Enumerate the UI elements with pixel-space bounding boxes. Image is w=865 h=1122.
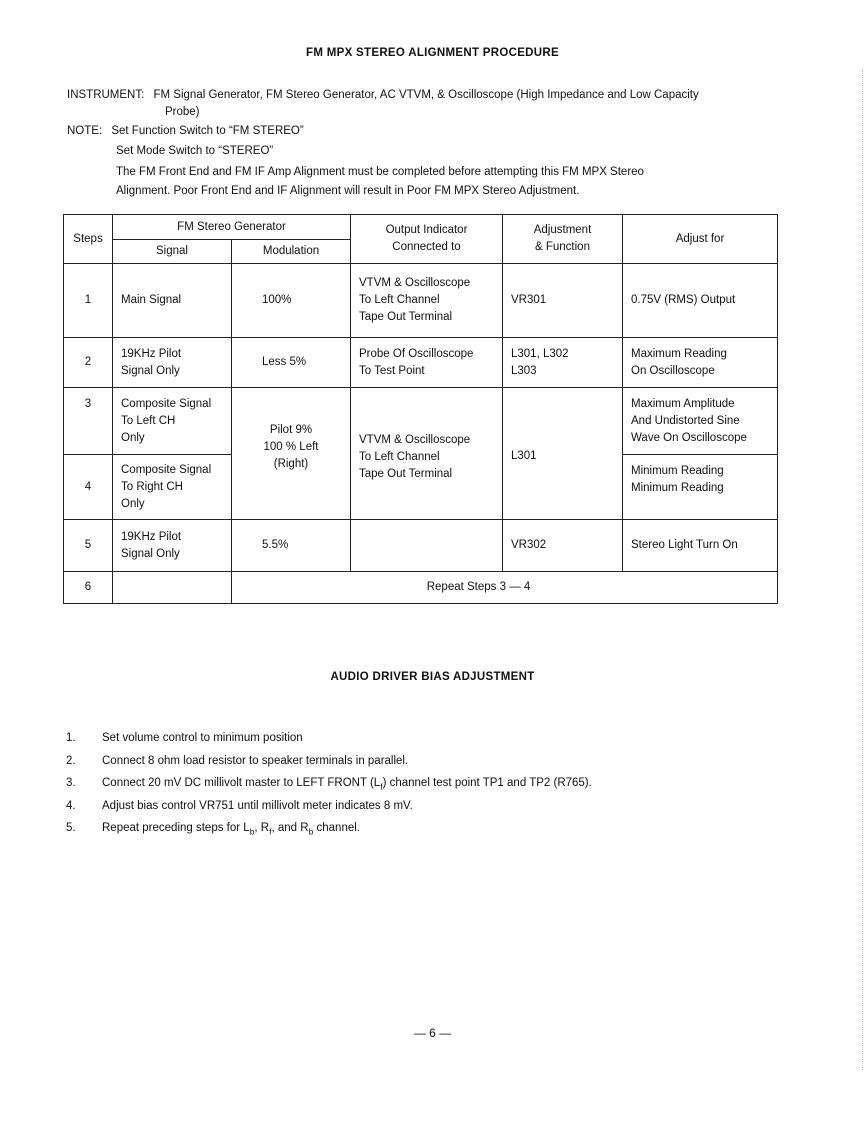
signal-cell: Main Signal: [113, 264, 232, 338]
signal-cell: 19KHz Pilot Signal Only: [113, 338, 232, 388]
signal-cell: 19KHz Pilot Signal Only: [113, 520, 232, 572]
signal-cell: Composite Signal To Right CH Only: [113, 455, 232, 520]
list-item: 5. Repeat preceding steps for $L_b$, $R_f$, and $R_b$ channel.: [66, 822, 360, 837]
instrument-text: FM Signal Generator, FM Stereo Generator, AC VTVM, & Oscilloscope (High Impedance and Low Capacity: [153, 89, 699, 101]
page-number: — 6 —: [413, 1026, 452, 1040]
header-signal: Signal: [113, 240, 232, 264]
instrument-text-cont: Probe): [165, 106, 200, 118]
modulation-cell: 100%: [232, 264, 351, 338]
list-item: 1. Set volume control to minimum position: [66, 732, 303, 744]
note-line-2: Set Mode Switch to “STEREO”: [116, 145, 274, 157]
header-adjust-for: Adjust for: [623, 215, 778, 264]
scan-edge-mark: [859, 70, 863, 1070]
adjust-for-cell: 0.75V (RMS) Output: [623, 264, 778, 338]
adjust-for-cell: Maximum Reading On Oscilloscope: [623, 338, 778, 388]
bias-steps-list: [66, 732, 592, 845]
header-modulation: Modulation: [232, 240, 351, 264]
modulation-cell: Pilot 9% 100 % Left (Right): [232, 388, 351, 520]
output-cell: Probe Of Oscilloscope To Test Point: [351, 338, 503, 388]
step-number: 2: [64, 338, 113, 388]
adjust-for-cell: Minimum Reading Minimum Reading: [623, 455, 778, 520]
step-number: 3: [64, 388, 113, 455]
header-steps: Steps: [64, 215, 113, 264]
signal-cell: Composite Signal To Left CH Only: [113, 388, 232, 455]
table-row: [64, 388, 778, 455]
adjustment-cell: L301: [503, 388, 623, 520]
adjustment-cell: L301, L302 L303: [503, 338, 623, 388]
instrument-label: INSTRUMENT:: [67, 89, 145, 101]
list-item: 3. Connect 20 mV DC millivolt master to LEFT FRONT $(L_f)$ channel test point TP1 and TP2 (R765).: [66, 777, 592, 792]
note-text: Set Function Switch to “FM STEREO”: [111, 125, 304, 137]
bias-section-title: AUDIO DRIVER BIAS ADJUSTMENT: [330, 671, 535, 683]
table-row: [64, 520, 778, 572]
step-number: 1: [64, 264, 113, 338]
table-row: [64, 572, 778, 604]
adjustment-cell: VR302: [503, 520, 623, 572]
header-output: Output Indicator Connected to: [351, 215, 503, 264]
note-label: NOTE:: [67, 125, 103, 137]
table-row: [64, 338, 778, 388]
instrument-line: [67, 89, 699, 101]
output-cell: VTVM & Oscilloscope To Left Channel Tape Out Terminal: [351, 388, 503, 520]
page-title: FM MPX STEREO ALIGNMENT PROCEDURE: [306, 47, 559, 59]
note-line-1: [67, 125, 304, 137]
repeat-steps-cell: Repeat Steps 3 — 4: [232, 572, 778, 604]
table-row: [64, 264, 778, 338]
list-item: 2. Connect 8 ohm load resistor to speaker terminals in parallel.: [66, 754, 409, 767]
output-cell: VTVM & Oscilloscope To Left Channel Tape Out Terminal: [351, 264, 503, 338]
note-line-3: The FM Front End and FM IF Amp Alignment must be completed before attempting this FM MPX Stereo: [116, 166, 644, 178]
adjust-for-cell: Stereo Light Turn On: [623, 520, 778, 572]
modulation-cell: Less 5%: [232, 338, 351, 388]
adjust-for-cell: Maximum Amplitude And Undistorted Sine Wave On Oscilloscope: [623, 388, 778, 455]
header-generator: FM Stereo Generator: [113, 215, 351, 240]
step-number: 5: [64, 520, 113, 572]
modulation-cell: 5.5%: [232, 520, 351, 572]
step-number: 6: [64, 572, 113, 604]
header-adjustment: Adjustment & Function: [503, 215, 623, 264]
adjustment-cell: VR301: [503, 264, 623, 338]
output-cell: [351, 520, 503, 572]
alignment-table: [63, 214, 778, 604]
note-line-4: Alignment. Poor Front End and IF Alignment will result in Poor FM MPX Stereo Adjustment.: [116, 185, 580, 197]
signal-cell: [113, 572, 232, 604]
step-number: 4: [64, 455, 113, 520]
list-item: 4. Adjust bias control VR751 until millivolt meter indicates 8 mV.: [66, 799, 413, 812]
